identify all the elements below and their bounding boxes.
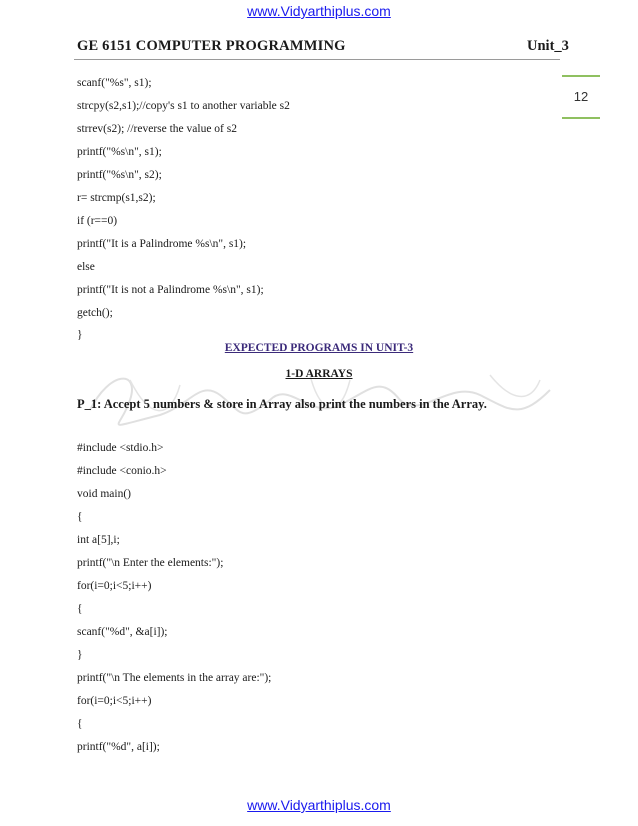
code-line: for(i=0;i<5;i++) bbox=[77, 695, 152, 707]
site-url-bottom-link[interactable]: www.Vidyarthiplus.com bbox=[247, 797, 391, 813]
site-url-top-link[interactable]: www.Vidyarthiplus.com bbox=[247, 3, 391, 19]
course-title: GE 6151 COMPUTER PROGRAMMING bbox=[77, 38, 346, 54]
unit-label: Unit_3 bbox=[527, 38, 569, 54]
code-line: } bbox=[77, 329, 83, 341]
code-line: scanf("%d", &a[i]); bbox=[77, 626, 168, 638]
code-line: printf("\n The elements in the array are:"); bbox=[77, 672, 272, 684]
code-line: printf("%s\n", s1); bbox=[77, 146, 162, 158]
code-line: for(i=0;i<5;i++) bbox=[77, 580, 152, 592]
code-line: { bbox=[77, 603, 83, 615]
code-line: getch(); bbox=[77, 307, 113, 319]
code-line: if (r==0) bbox=[77, 215, 118, 227]
code-line: printf("%s\n", s2); bbox=[77, 169, 162, 181]
header-divider bbox=[74, 59, 560, 60]
code-line: #include <stdio.h> bbox=[77, 442, 164, 454]
code-line: void main() bbox=[77, 488, 131, 500]
sub-heading: 1-D ARRAYS bbox=[285, 368, 353, 380]
code-line: strrev(s2); //reverse the value of s2 bbox=[77, 123, 237, 135]
code-line: strcpy(s2,s1);//copy's s1 to another variable s2 bbox=[77, 100, 290, 112]
problem-statement: P_1: Accept 5 numbers & store in Array also print the numbers in the Array. bbox=[77, 397, 487, 411]
code-line: { bbox=[77, 718, 83, 730]
code-line: r= strcmp(s1,s2); bbox=[77, 192, 156, 204]
code-line: printf("%d", a[i]); bbox=[77, 741, 160, 753]
section-heading: EXPECTED PROGRAMS IN UNIT-3 bbox=[224, 342, 414, 354]
code-line: int a[5],i; bbox=[77, 534, 120, 546]
code-line: else bbox=[77, 261, 95, 273]
code-line: } bbox=[77, 649, 83, 661]
code-line: printf("\n Enter the elements:"); bbox=[77, 557, 224, 569]
code-line: scanf("%s", s1); bbox=[77, 77, 152, 89]
page-number-box bbox=[562, 75, 600, 119]
code-line: printf("It is not a Palindrome %s\n", s1); bbox=[77, 284, 264, 296]
code-line: printf("It is a Palindrome %s\n", s1); bbox=[77, 238, 247, 250]
code-line: { bbox=[77, 511, 83, 523]
page-number: 12 bbox=[573, 89, 589, 104]
code-line: #include <conio.h> bbox=[77, 465, 167, 477]
